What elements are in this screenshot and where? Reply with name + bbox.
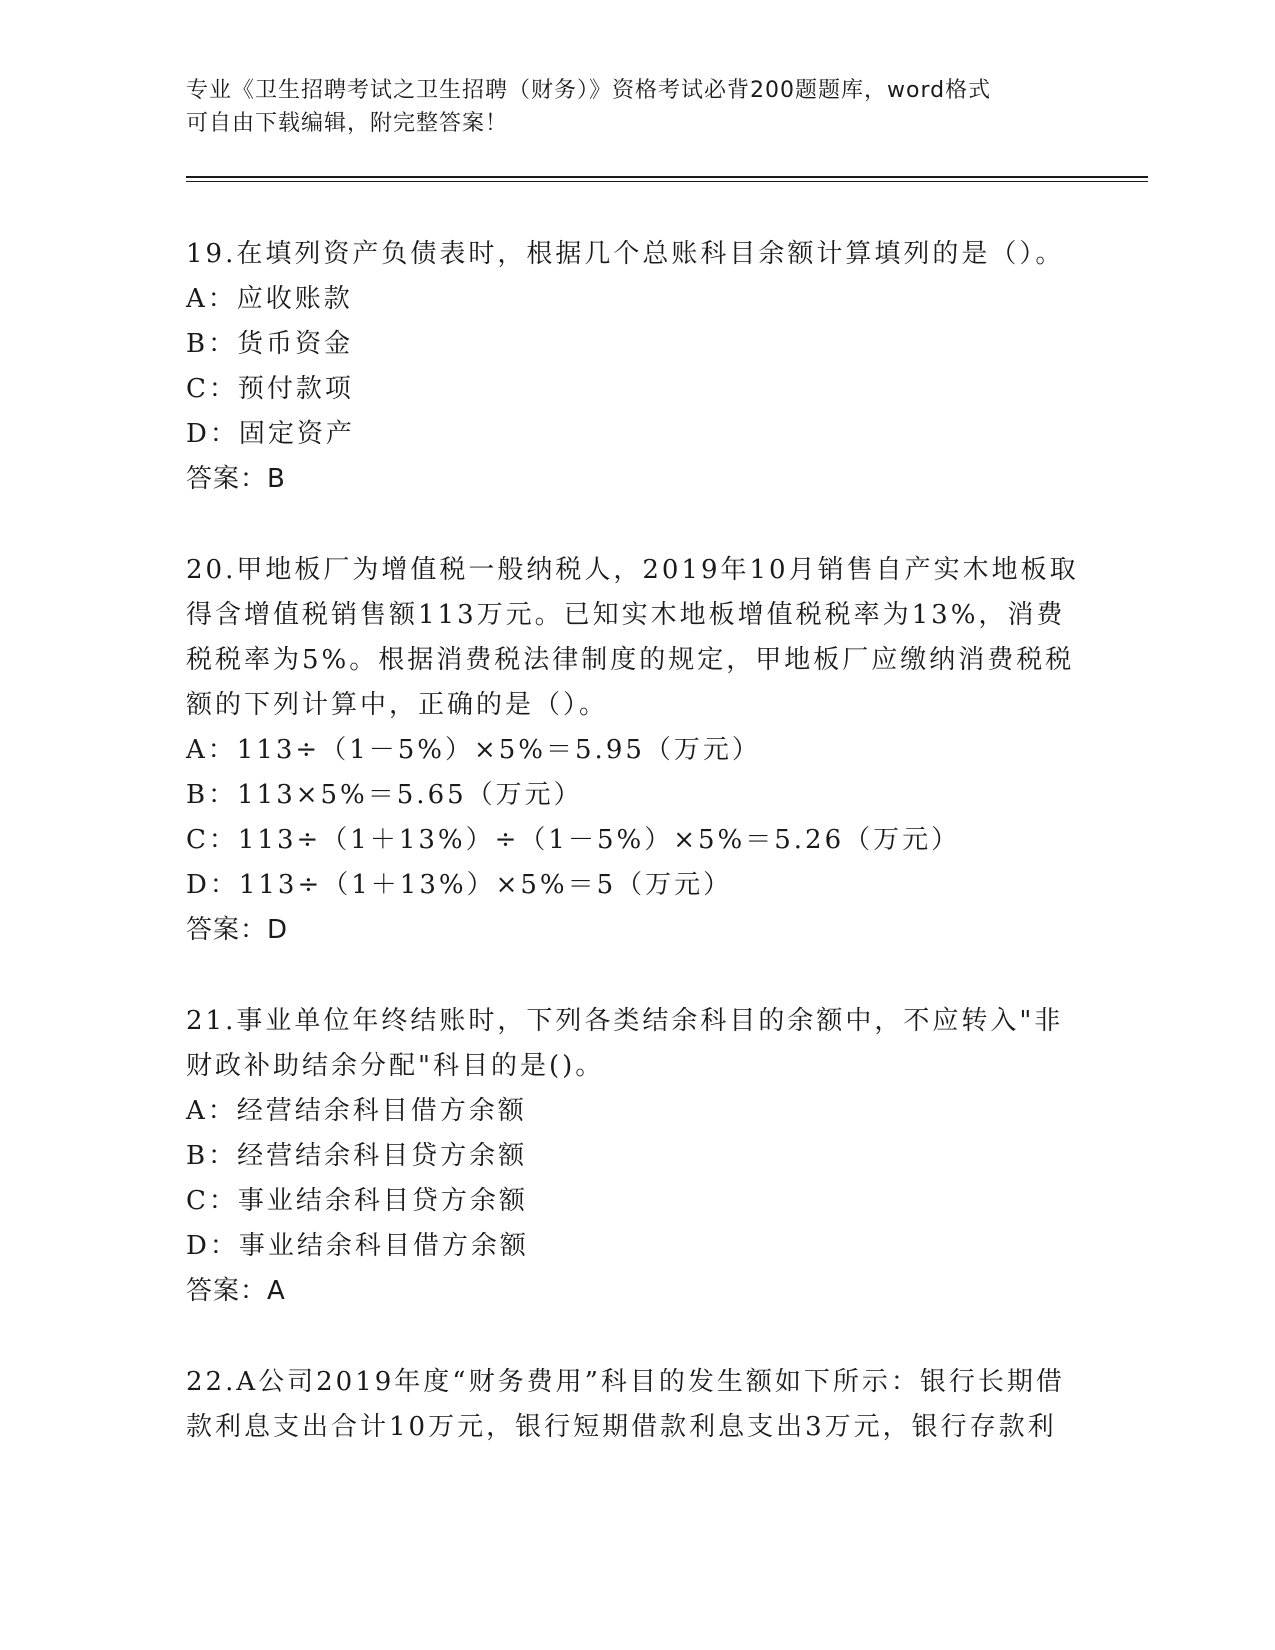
question-stem-line: 得含增值税销售额113万元。已知实木地板增值税税率为13%，消费 (186, 600, 1066, 630)
option-d: D：事业结余科目借方余额 (186, 1231, 529, 1261)
option-c: C：事业结余科目贷方余额 (186, 1186, 528, 1216)
question-stem-line: 19.在填列资产负债表时，根据几个总账科目余额计算填列的是（）。 (186, 239, 1065, 269)
option-a: A：应收账款 (186, 284, 353, 314)
answer-line: 答案：D (186, 915, 289, 945)
option-c: C：预付款项 (186, 374, 354, 404)
question-stem-line: 额的下列计算中，正确的是（）。 (186, 690, 609, 720)
question-stem-line: 21.事业单位年终结账时，下列各类结余科目的余额中，不应转入"非 (186, 1006, 1064, 1036)
option-d: D：固定资产 (186, 419, 355, 449)
question-stem-line: 款利息支出合计10万元，银行短期借款利息支出3万元，银行存款利 (186, 1412, 1057, 1442)
option-b: B：货币资金 (186, 329, 354, 359)
answer-line: 答案：A (186, 1276, 286, 1306)
question-20 (186, 548, 1086, 953)
document-header (186, 74, 1066, 140)
option-a: A：113÷（1－5%）×5%＝5.95（万元） (186, 735, 761, 765)
header-divider-thin (186, 181, 1148, 182)
question-21 (186, 999, 1086, 1314)
question-stem-line: 财政补助结余分配"科目的是()。 (186, 1051, 605, 1081)
question-list (186, 232, 1086, 1496)
answer-line: 答案：B (186, 464, 286, 494)
question-stem-line: 22.A公司2019年度“财务费用”科目的发生额如下所示：银行长期借 (186, 1367, 1065, 1397)
header-divider (186, 176, 1148, 178)
question-stem-line: 税税率为5%。根据消费税法律制度的规定，甲地板厂应缴纳消费税税 (186, 645, 1075, 675)
option-a: A：经营结余科目借方余额 (186, 1096, 527, 1126)
question-19 (186, 232, 1086, 502)
option-b: B：113×5%＝5.65（万元） (186, 780, 583, 810)
question-stem-line: 20.甲地板厂为增值税一般纳税人，2019年10月销售自产实木地板取 (186, 555, 1079, 585)
option-d: D：113÷（1＋13%）×5%＝5（万元） (186, 870, 733, 900)
header-title-line-1: 专业《卫生招聘考试之卫生招聘（财务）》资格考试必背200题题库，word格式 (186, 78, 992, 103)
option-c: C：113÷（1＋13%）÷（1－5%）×5%＝5.26（万元） (186, 825, 961, 855)
header-title-line-2: 可自由下载编辑，附完整答案！ (186, 111, 509, 136)
option-b: B：经营结余科目贷方余额 (186, 1141, 528, 1171)
question-22 (186, 1360, 1086, 1450)
